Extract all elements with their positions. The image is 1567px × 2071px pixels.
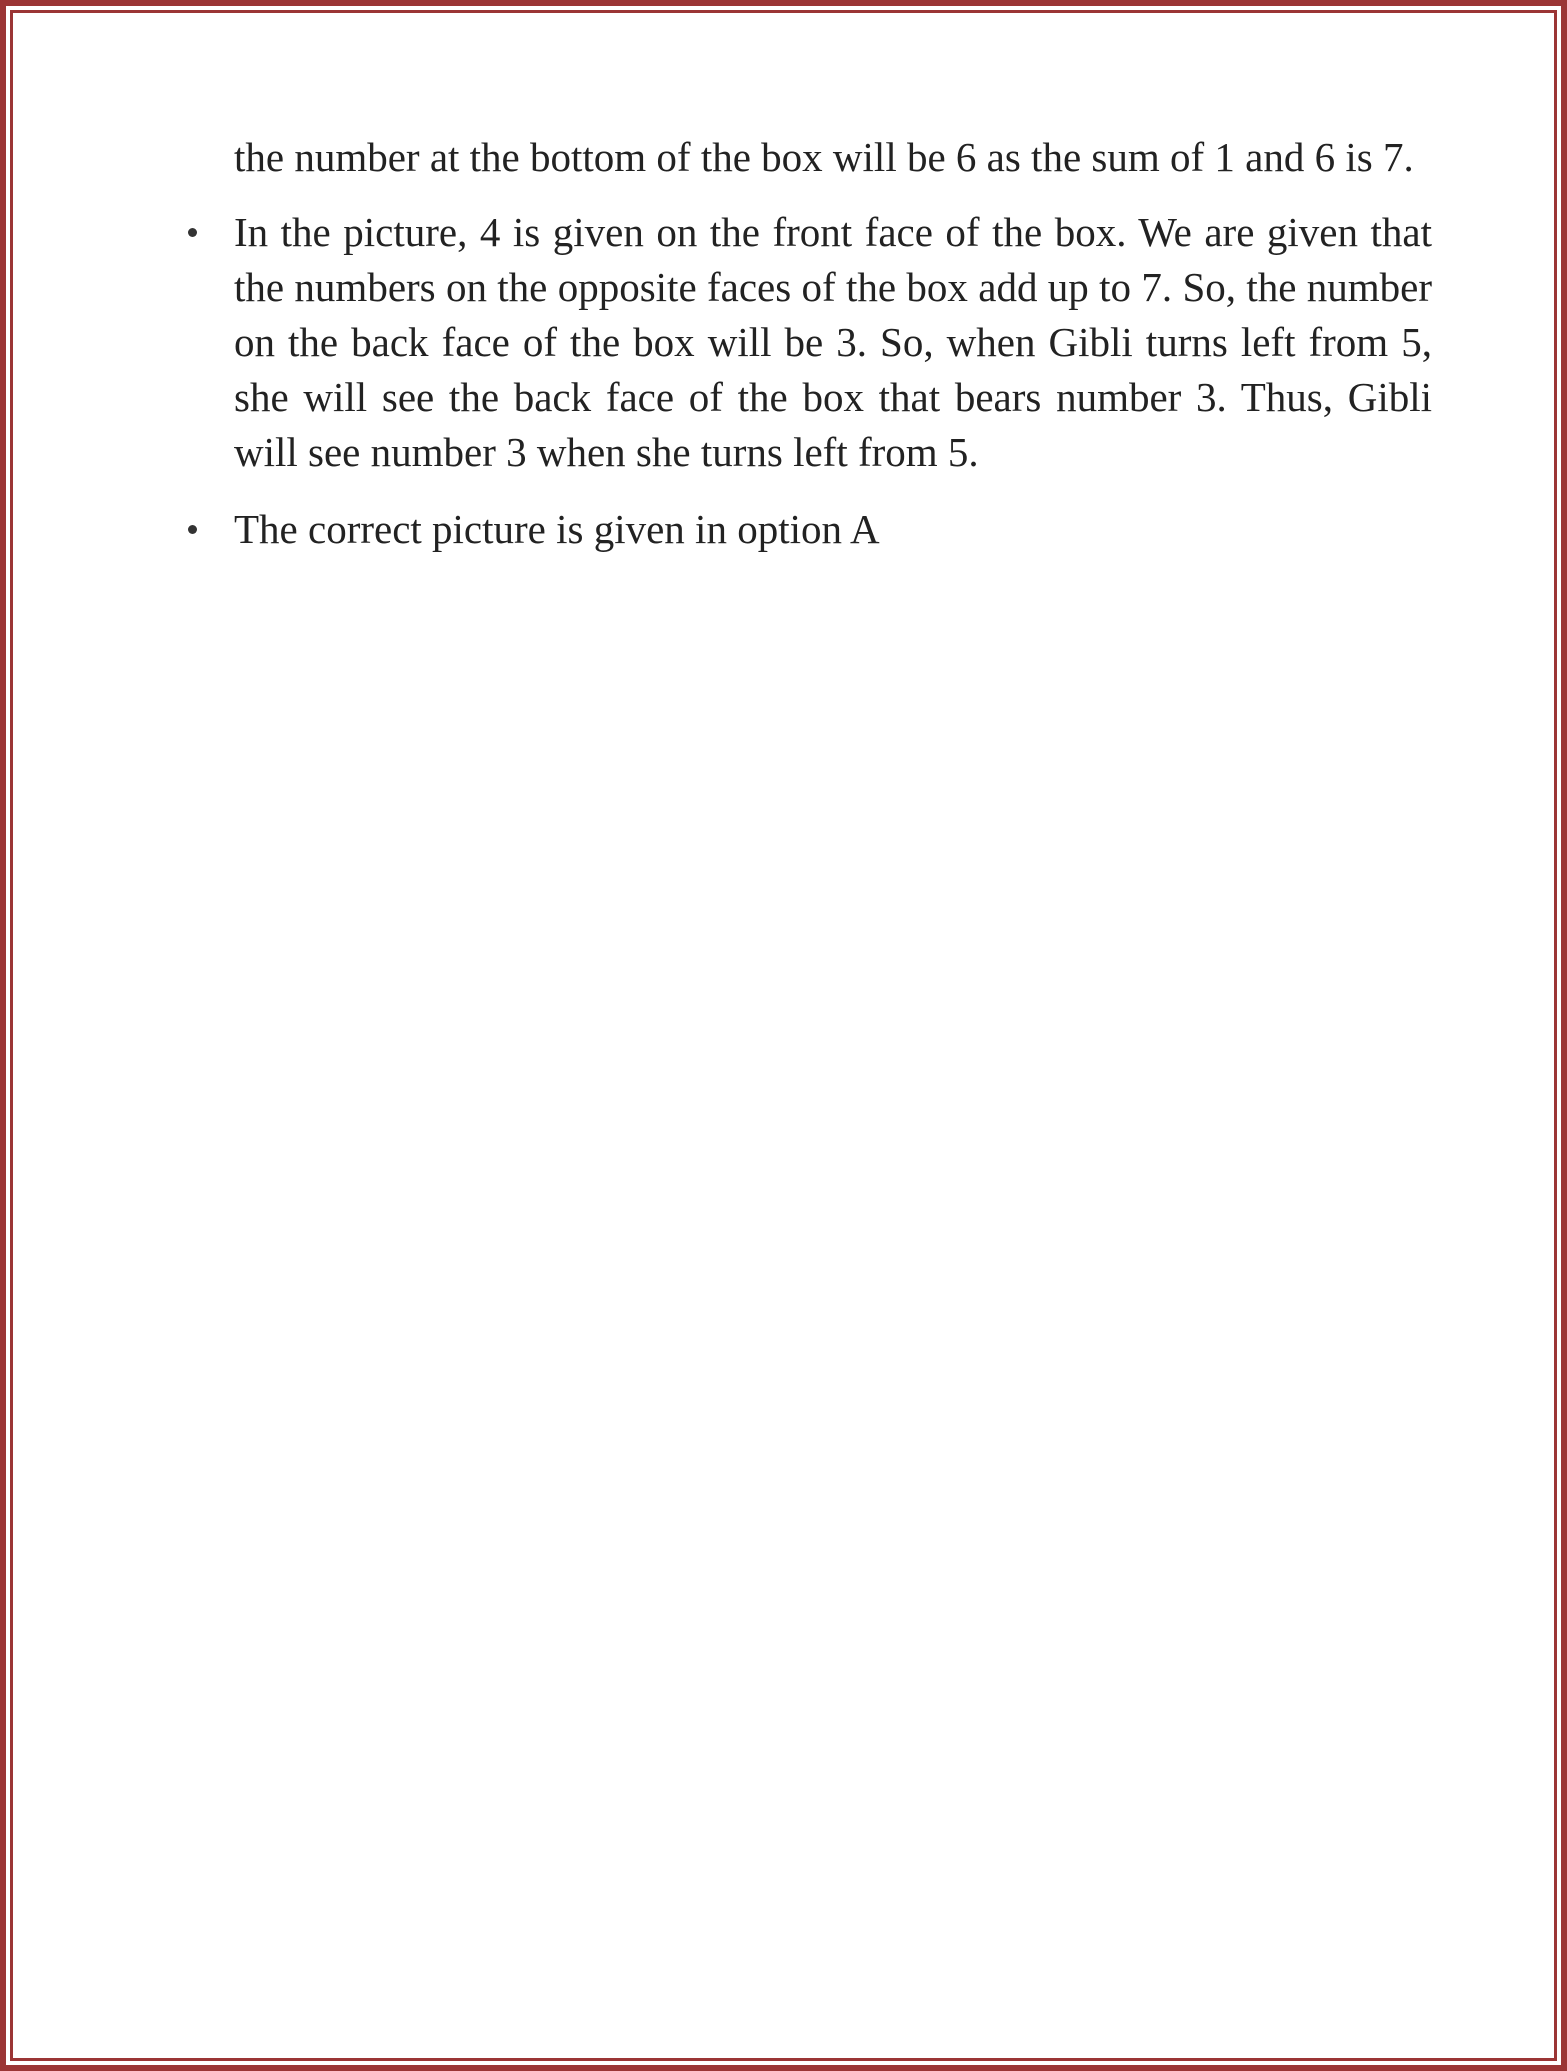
continuation-paragraph: the number at the bottom of the box will be 6 as the sum of 1 and 6 is 7. (234, 134, 1414, 180)
list-item-text: The correct picture is given in option A (234, 506, 880, 552)
document-body (234, 130, 1432, 579)
list-item-text: In the picture, 4 is given on the front face of the box. We are given that the numbers on the opposite faces of the box add up to 7. So, the number on the back face of the box will be 3. So, when Gibli turns left from 5, she will see the back face of the box that bears number 3. Thus, Gibli will see number 3 when she turns left from 5. (234, 209, 1432, 475)
bullet-list (234, 205, 1432, 557)
bullet-icon (188, 228, 197, 237)
list-item (234, 502, 1432, 557)
bullet-icon (188, 525, 197, 534)
list-item (234, 205, 1432, 480)
